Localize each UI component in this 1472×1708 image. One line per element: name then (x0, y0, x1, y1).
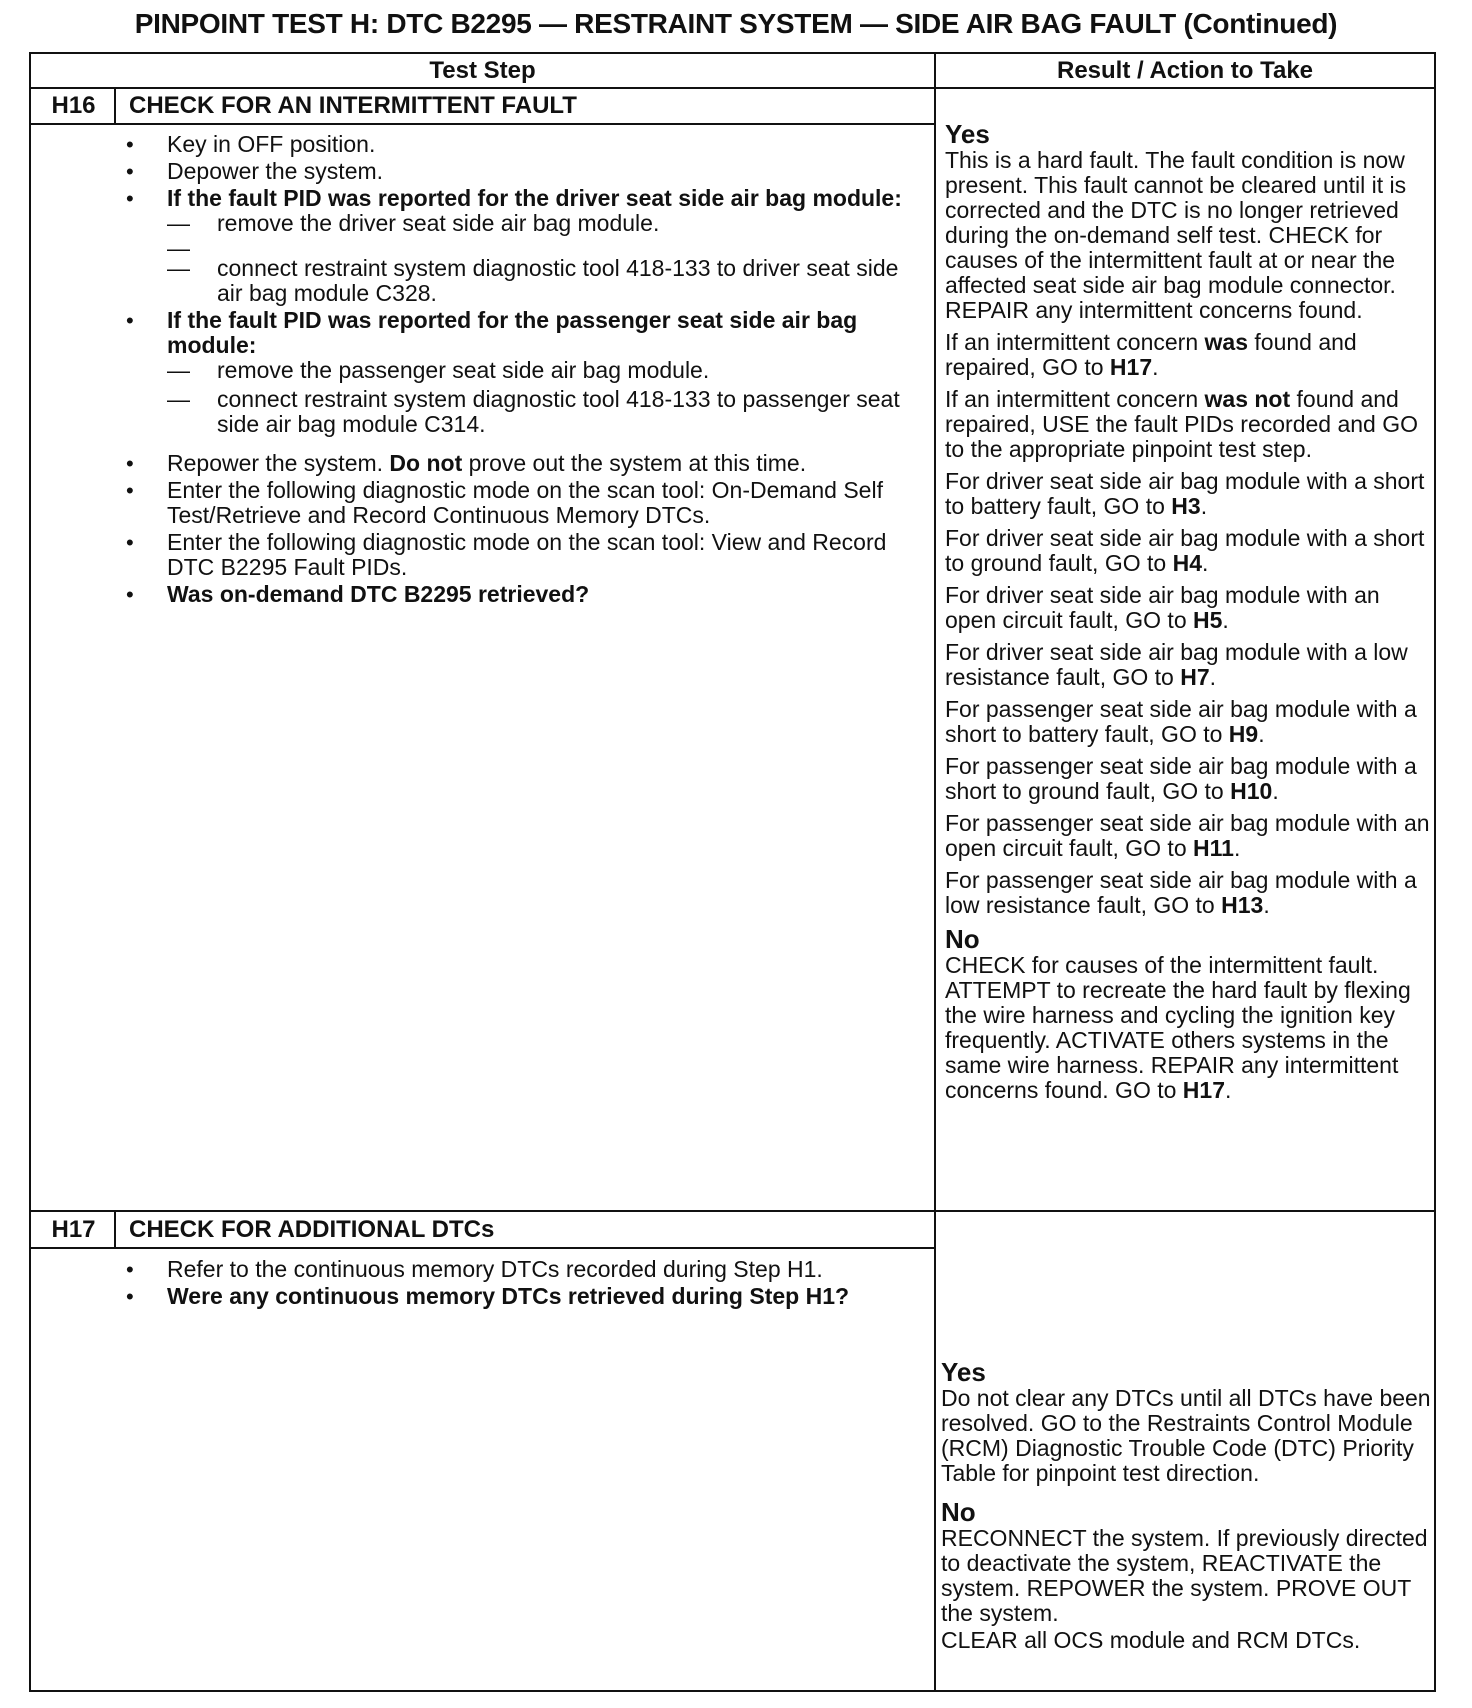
step-id-h17: H17 (51, 1216, 96, 1243)
list-item: — connect restraint system diagnostic tool 418-133 to passenger seat side air bag module C314. (167, 387, 926, 437)
header-result-action: Result / Action to Take (1056, 57, 1314, 84)
result-goto: For driver seat side air bag module with an open circuit fault, GO to H5. (945, 582, 1380, 633)
h16-test-steps (126, 132, 926, 609)
result-goto: For passenger seat side air bag module with a short to ground fault, GO to H10. (945, 753, 1417, 804)
result-yes-label: Yes (941, 1357, 986, 1387)
h16-result-action (945, 120, 1431, 1110)
h16-title-divider (31, 123, 934, 125)
result-goto: For passenger seat side air bag module with a low resistance fault, GO to H13. (945, 867, 1417, 918)
result-goto: For driver seat side air bag module with a short to battery fault, GO to H3. (945, 468, 1425, 519)
step-title-h16: CHECK FOR AN INTERMITTENT FAULT (129, 92, 577, 119)
result-text: If an intermittent concern was not found and repaired, USE the fault PIDs recorded and GO to the appropriate pinpoint test step. (945, 386, 1419, 462)
list-item: • If the fault PID was reported for the driver seat side air bag module: — remove the driver seat side air bag module. — — connect restraint system diagnostic tool 418-133 to driver seat side air bag module C328. (126, 186, 926, 306)
result-no-label: No (945, 924, 980, 954)
pinpoint-test-table (29, 52, 1436, 1692)
column-divider (934, 54, 936, 1690)
result-goto: For passenger seat side air bag module with an open circuit fault, GO to H11. (945, 810, 1430, 861)
result-no-text: CLEAR all OCS module and RCM DTCs. (941, 1627, 1361, 1653)
result-no-text: CHECK for causes of the intermittent fault. ATTEMPT to recreate the hard fault by flexing the wire harness and cycling the ignition key frequently. ACTIVATE others systems in the same wire harness. REPAIR any intermittent concerns found. GO to H17. (945, 952, 1411, 1103)
list-item: • If the fault PID was reported for the passenger seat side air bag module: — remove the passenger seat side air bag module. — connect restraint system diagnostic tool 418-133 to passenger seat side air bag module C314. (126, 308, 926, 437)
result-goto: For driver seat side air bag module with a short to ground fault, GO to H4. (945, 525, 1425, 576)
result-yes-label: Yes (945, 119, 990, 149)
header-test-step: Test Step (429, 57, 536, 84)
list-item: • Was on-demand DTC B2295 retrieved? (126, 582, 926, 607)
list-item: • Were any continuous memory DTCs retrieved during Step H1? (126, 1284, 926, 1309)
step-title-h17: CHECK FOR ADDITIONAL DTCs (129, 1216, 495, 1243)
result-goto: For passenger seat side air bag module with a short to battery fault, GO to H9. (945, 696, 1417, 747)
h17-test-steps (126, 1257, 926, 1311)
list-item: • Key in OFF position. (126, 132, 926, 157)
list-item: • Enter the following diagnostic mode on the scan tool: View and Record DTC B2295 Fault PIDs. (126, 530, 926, 580)
result-no-label: No (941, 1497, 976, 1527)
result-no-text: RECONNECT the system. If previously directed to deactivate the system, REACTIVATE the system. REPOWER the system. PROVE OUT the system. (941, 1525, 1428, 1626)
list-item: — connect restraint system diagnostic tool 418-133 to driver seat side air bag module C328. (167, 256, 926, 306)
list-item: • Refer to the continuous memory DTCs recorded during Step H1. (126, 1257, 926, 1282)
page-title: PINPOINT TEST H: DTC B2295 — RESTRAINT SYSTEM — SIDE AIR BAG FAULT (Continued) (134, 8, 1338, 39)
h17-result-action (941, 1358, 1431, 1660)
list-item: — remove the driver seat side air bag module. (167, 211, 926, 236)
step-id-h16: H16 (51, 92, 96, 119)
result-goto: For driver seat side air bag module with a low resistance fault, GO to H7. (945, 639, 1408, 690)
list-item: • Enter the following diagnostic mode on the scan tool: On-Demand Self Test/Retrieve and Record Continuous Memory DTCs. (126, 478, 926, 528)
list-item: — remove the passenger seat side air bag module. (167, 358, 926, 383)
result-text: If an intermittent concern was found and repaired, GO to H17. (945, 329, 1357, 380)
h17-title-divider (31, 1247, 934, 1249)
list-item: • Repower the system. Do not prove out the system at this time. (126, 451, 926, 476)
result-yes-text: Do not clear any DTCs until all DTCs have been resolved. GO to the Restraints Control Module (RCM) Diagnostic Trouble Code (DTC) Priority Table for pinpoint test direction. (941, 1385, 1431, 1486)
list-item: • Depower the system. (126, 159, 926, 184)
result-yes-text: This is a hard fault. The fault condition is now present. This fault cannot be cleared until it is corrected and the DTC is no longer retrieved during the on-demand self test. CHECK for causes of the intermittent fault at or near the affected seat side air bag module connector. REPAIR any intermittent concerns found. (945, 147, 1407, 323)
